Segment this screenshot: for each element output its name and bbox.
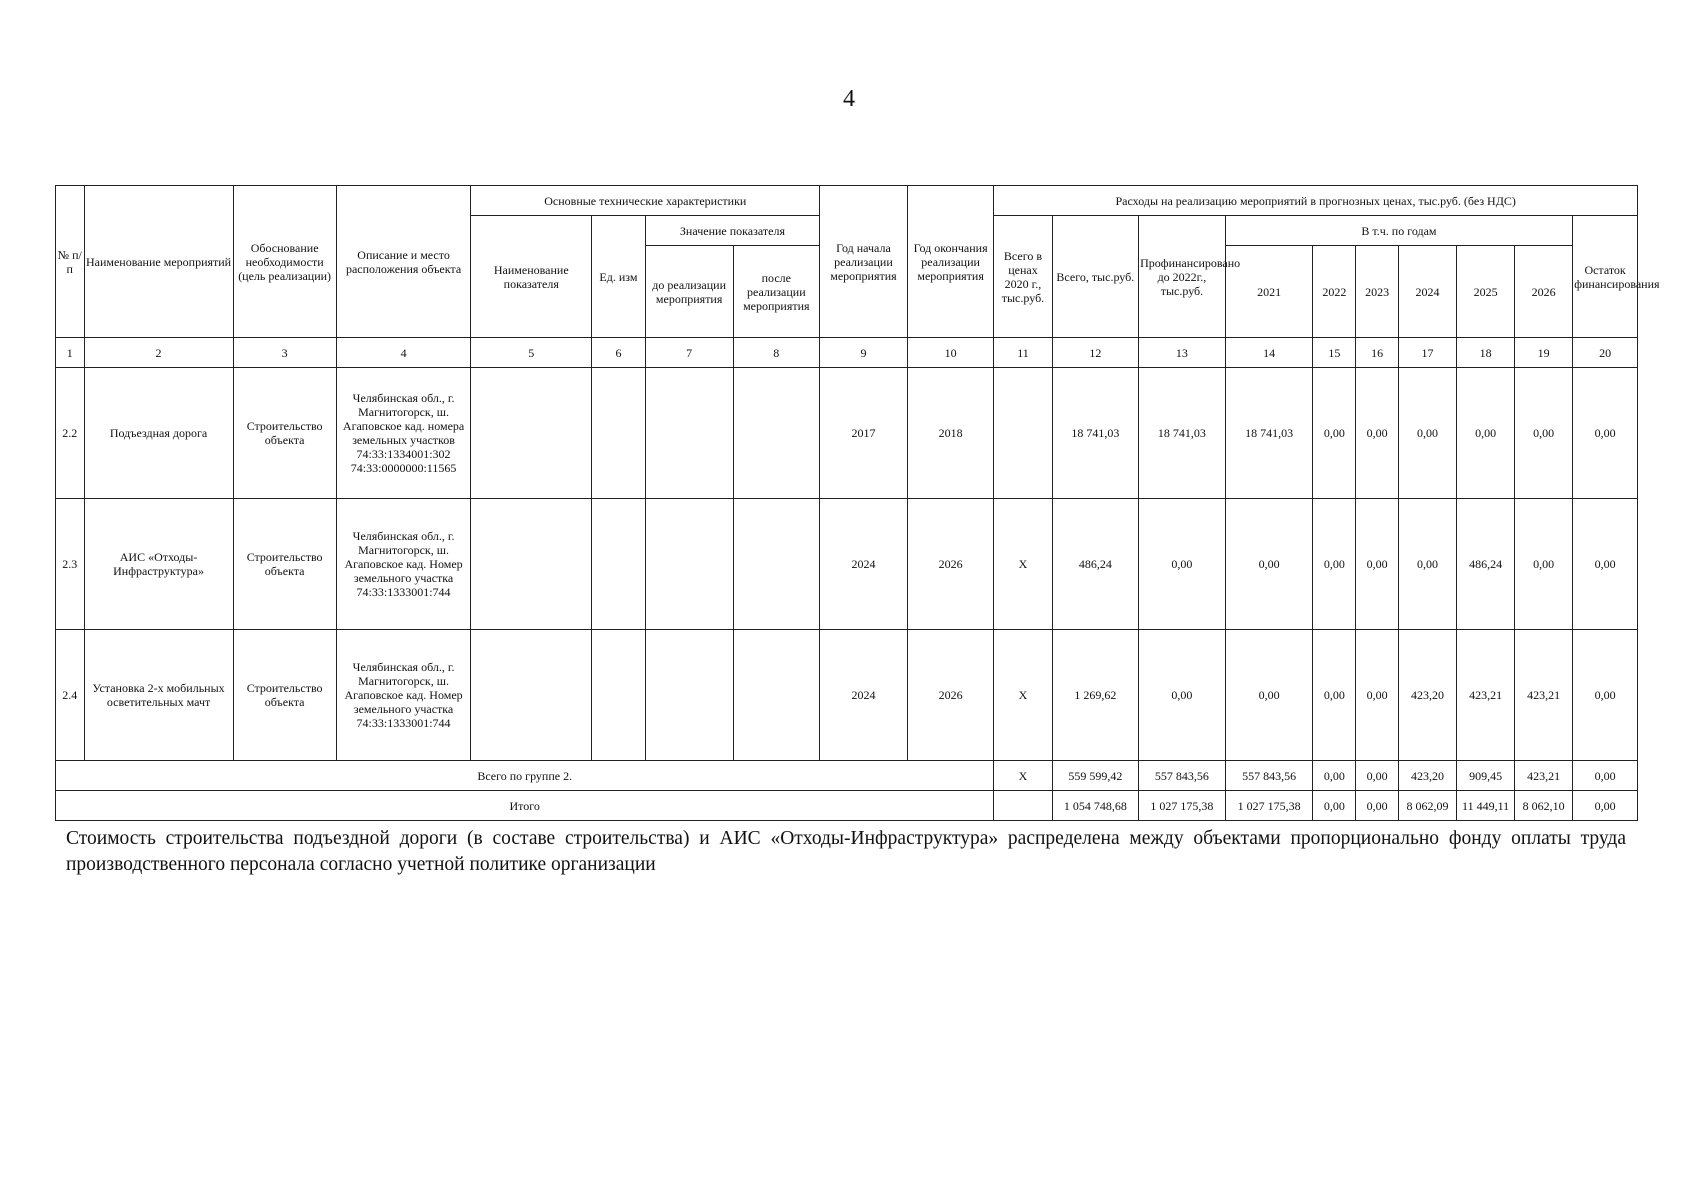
row-year-2025: 423,21 — [1457, 630, 1515, 761]
row-name: Установка 2-х мобильных осветительных мачт — [84, 630, 233, 761]
row-prefinanced: 0,00 — [1139, 499, 1226, 630]
row-description: Челябинская обл., г. Магнитогорск, ш. Агаповское кад. номера земельных участков 74:33:1334001:302 74:33:0000000:11565 — [336, 368, 471, 499]
group-total-2022: 0,00 — [1313, 761, 1356, 791]
header-year-end: Год окончания реализации мероприятия — [907, 186, 994, 338]
row-year-2026: 0,00 — [1515, 499, 1573, 630]
row-year-end: 2026 — [907, 630, 994, 761]
row-year-2025: 0,00 — [1457, 368, 1515, 499]
row-year-2021: 0,00 — [1225, 499, 1313, 630]
row-after — [733, 630, 820, 761]
row-justification: Строительство объекта — [233, 499, 336, 630]
column-number: 10 — [907, 338, 994, 368]
column-number: 2 — [84, 338, 233, 368]
row-name: Подъездная дорога — [84, 368, 233, 499]
row-unit — [592, 368, 646, 499]
row-year-2023: 0,00 — [1356, 368, 1399, 499]
header-total-2020: Всего в ценах 2020 г., тыс.руб. — [994, 216, 1052, 338]
grand-total-2024: 8 062,09 — [1398, 791, 1456, 821]
row-before — [645, 368, 733, 499]
column-number: 6 — [592, 338, 646, 368]
column-number: 12 — [1052, 338, 1139, 368]
row-year-end: 2018 — [907, 368, 994, 499]
row-year-2022: 0,00 — [1313, 368, 1356, 499]
row-num: 2.3 — [56, 499, 85, 630]
investment-program-table — [55, 185, 1660, 821]
group-total-prefinanced: 557 843,56 — [1139, 761, 1226, 791]
row-total: 486,24 — [1052, 499, 1139, 630]
header-year-2021: 2021 — [1225, 246, 1313, 338]
grand-total-2025: 11 449,11 — [1457, 791, 1515, 821]
row-description: Челябинская обл., г. Магнитогорск, ш. Агаповское кад. Номер земельного участка 74:33:1333001:744 — [336, 499, 471, 630]
column-number: 19 — [1515, 338, 1573, 368]
group-total-row — [56, 761, 1638, 791]
column-number: 3 — [233, 338, 336, 368]
column-number: 8 — [733, 338, 820, 368]
row-unit — [592, 630, 646, 761]
row-prefinanced: 18 741,03 — [1139, 368, 1226, 499]
grand-total-2022: 0,00 — [1313, 791, 1356, 821]
row-year-2023: 0,00 — [1356, 499, 1399, 630]
page-number: 4 — [843, 86, 855, 112]
grand-total-total: 1 054 748,68 — [1052, 791, 1139, 821]
header-year-2022: 2022 — [1313, 246, 1356, 338]
row-year-start: 2024 — [820, 499, 908, 630]
row-before — [645, 630, 733, 761]
row-year-2026: 0,00 — [1515, 368, 1573, 499]
column-number: 14 — [1225, 338, 1313, 368]
group-total-2021: 557 843,56 — [1225, 761, 1313, 791]
header-before: до реализации мероприятия — [645, 246, 733, 338]
column-number: 5 — [471, 338, 592, 368]
row-year-2024: 0,00 — [1398, 499, 1456, 630]
row-year-2022: 0,00 — [1313, 630, 1356, 761]
header-indicator-value-group: Значение показателя — [645, 216, 819, 246]
table-row — [56, 368, 1638, 499]
row-year-start: 2024 — [820, 630, 908, 761]
group-total-2023: 0,00 — [1356, 761, 1399, 791]
column-number-row — [56, 338, 1638, 368]
grand-total-row — [56, 791, 1638, 821]
header-year-2025: 2025 — [1457, 246, 1515, 338]
grand-total-2020 — [994, 791, 1052, 821]
column-number: 11 — [994, 338, 1052, 368]
column-number: 1 — [56, 338, 85, 368]
column-number: 9 — [820, 338, 908, 368]
row-indicator-name — [471, 630, 592, 761]
row-remainder: 0,00 — [1573, 630, 1638, 761]
row-indicator-name — [471, 368, 592, 499]
header-remainder: Остаток финансирования — [1573, 216, 1638, 338]
row-num: 2.2 — [56, 368, 85, 499]
row-total: 18 741,03 — [1052, 368, 1139, 499]
row-year-end: 2026 — [907, 499, 994, 630]
header-justification: Обоснование необходимости (цель реализации) — [233, 186, 336, 338]
header-name: Наименование мероприятий — [84, 186, 233, 338]
header-after: после реализации мероприятия — [733, 246, 820, 338]
row-year-2025: 486,24 — [1457, 499, 1515, 630]
row-justification: Строительство объекта — [233, 368, 336, 499]
table-row — [56, 499, 1638, 630]
column-number: 16 — [1356, 338, 1399, 368]
row-total: 1 269,62 — [1052, 630, 1139, 761]
grand-total-2021: 1 027 175,38 — [1225, 791, 1313, 821]
row-description: Челябинская обл., г. Магнитогорск, ш. Агаповское кад. Номер земельного участка 74:33:1333001:744 — [336, 630, 471, 761]
row-total-2020: X — [994, 499, 1052, 630]
header-year-2026: 2026 — [1515, 246, 1573, 338]
group-total-2024: 423,20 — [1398, 761, 1456, 791]
row-total-2020 — [994, 368, 1052, 499]
table-row — [56, 630, 1638, 761]
column-number: 4 — [336, 338, 471, 368]
grand-total-2023: 0,00 — [1356, 791, 1399, 821]
group-total-2025: 909,45 — [1457, 761, 1515, 791]
row-indicator-name — [471, 499, 592, 630]
column-number: 20 — [1573, 338, 1638, 368]
header-year-start: Год начала реализации мероприятия — [820, 186, 908, 338]
row-year-2021: 18 741,03 — [1225, 368, 1313, 499]
header-total: Всего, тыс.руб. — [1052, 216, 1139, 338]
column-number: 7 — [645, 338, 733, 368]
header-by-years: В т.ч. по годам — [1225, 216, 1572, 246]
row-num: 2.4 — [56, 630, 85, 761]
column-number: 15 — [1313, 338, 1356, 368]
header-year-2023: 2023 — [1356, 246, 1399, 338]
header-indicator-name: Наименование показателя — [471, 216, 592, 338]
grand-total-remainder: 0,00 — [1573, 791, 1638, 821]
row-after — [733, 499, 820, 630]
row-year-2022: 0,00 — [1313, 499, 1356, 630]
row-remainder: 0,00 — [1573, 368, 1638, 499]
header-unit: Ед. изм — [592, 216, 646, 338]
row-before — [645, 499, 733, 630]
group-total-remainder: 0,00 — [1573, 761, 1638, 791]
row-year-2024: 0,00 — [1398, 368, 1456, 499]
grand-total-2026: 8 062,10 — [1515, 791, 1573, 821]
footnote: Стоимость строительства подъездной дороги (в составе строительства) и АИС «Отходы-Инфраструктура» распределена между объектами пропорционально фонду оплаты труда производственного персонала согласно учетной политике организации — [66, 828, 1626, 875]
row-unit — [592, 499, 646, 630]
row-year-2023: 0,00 — [1356, 630, 1399, 761]
row-year-2026: 423,21 — [1515, 630, 1573, 761]
row-after — [733, 368, 820, 499]
row-total-2020: X — [994, 630, 1052, 761]
row-year-start: 2017 — [820, 368, 908, 499]
header-num: № п/п — [56, 186, 85, 338]
header-description: Описание и место расположения объекта — [336, 186, 471, 338]
column-number: 18 — [1457, 338, 1515, 368]
grand-total-prefinanced: 1 027 175,38 — [1139, 791, 1226, 821]
row-prefinanced: 0,00 — [1139, 630, 1226, 761]
header-year-2024: 2024 — [1398, 246, 1456, 338]
group-total-label: Всего по группе 2. — [56, 761, 994, 791]
row-remainder: 0,00 — [1573, 499, 1638, 630]
column-number: 17 — [1398, 338, 1456, 368]
header-tech-group: Основные технические характеристики — [471, 186, 820, 216]
row-justification: Строительство объекта — [233, 630, 336, 761]
header-costs-group: Расходы на реализацию мероприятий в прогнозных ценах, тыс.руб. (без НДС) — [994, 186, 1638, 216]
group-total-total: 559 599,42 — [1052, 761, 1139, 791]
group-total-2026: 423,21 — [1515, 761, 1573, 791]
row-name: АИС «Отходы-Инфраструктура» — [84, 499, 233, 630]
grand-total-label: Итого — [56, 791, 994, 821]
header-prefinanced: Профинансировано до 2022г., тыс.руб. — [1139, 216, 1226, 338]
group-total-2020: X — [994, 761, 1052, 791]
row-year-2024: 423,20 — [1398, 630, 1456, 761]
column-number: 13 — [1139, 338, 1226, 368]
row-year-2021: 0,00 — [1225, 630, 1313, 761]
